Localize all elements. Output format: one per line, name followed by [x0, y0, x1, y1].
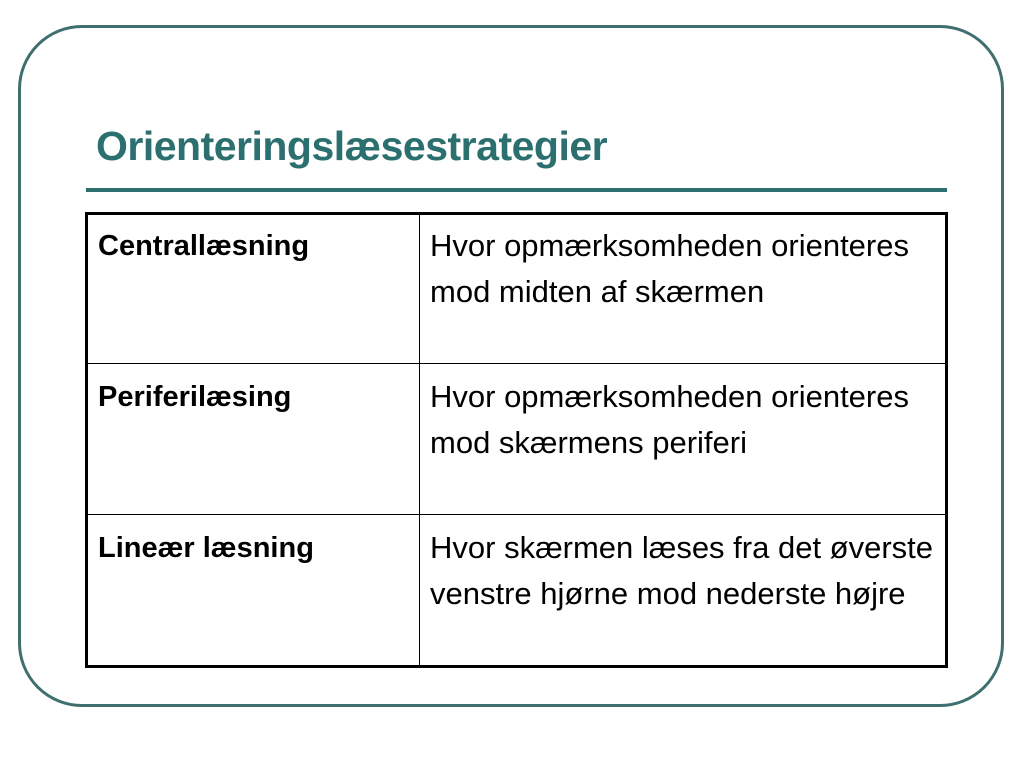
term-cell: Periferilæsing [87, 364, 420, 515]
table-row [87, 214, 947, 364]
description-cell: Hvor opmærksomheden orienteres mod skærmens periferi [420, 364, 947, 515]
slide-title: Orienteringslæsestrategier [96, 123, 608, 169]
table-row [87, 515, 947, 667]
title-underline [86, 188, 947, 192]
term-cell: Lineær læsning [87, 515, 420, 667]
description-cell: Hvor opmærksomheden orienteres mod midten af skærmen [420, 214, 947, 364]
description-cell: Hvor skærmen læses fra det øverste venstre hjørne mod nederste højre [420, 515, 947, 667]
term-cell: Centrallæsning [87, 214, 420, 364]
table-row [87, 364, 947, 515]
strategy-table [85, 212, 948, 668]
